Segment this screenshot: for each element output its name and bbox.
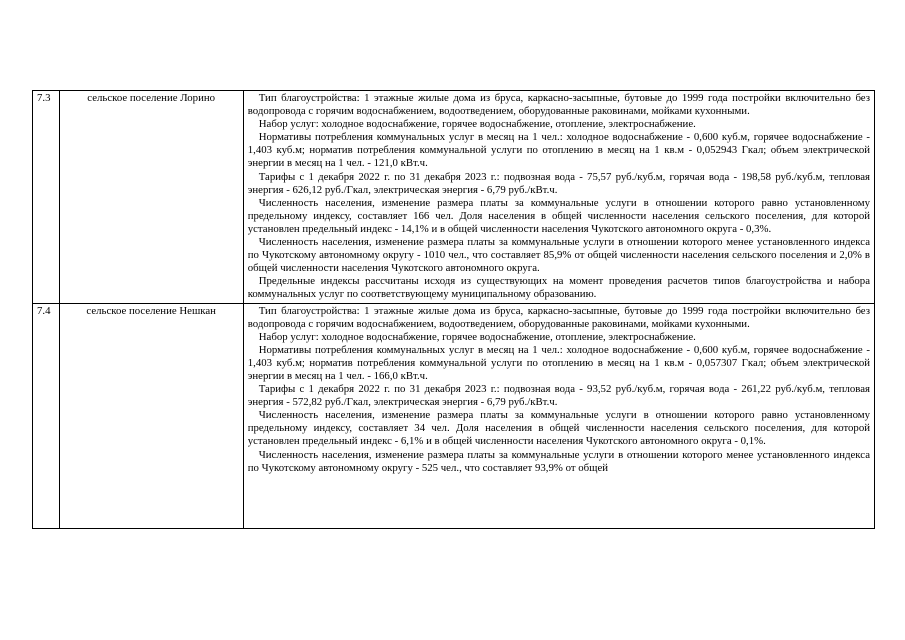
paragraph: Нормативы потребления коммунальных услуг в месяц на 1 чел.: холодное водоснабжение - 0,600 куб.м, горячее водоснабжение - 1,403 куб.м; норматив потребления коммунальной услуги по отоплению в месяц на 1 кв.м - 0,052943 Гкал; объем электрической энергии в месяц на 1 чел. - 121,0 кВт.ч. bbox=[247, 131, 870, 170]
description-clip bbox=[248, 305, 870, 527]
paragraph: Численность населения, изменение размера платы за коммунальные услуги в отношении которого равно установленному предельному индексу, составляет 166 чел. Доля населения в общей численности населения сельского поселения, для которой установлен предельный индекс - 14,1% и в общей численности населения Чукотского автономного округа - 0,3%. bbox=[247, 196, 870, 235]
paragraph: Тип благоустройства: 1 этажные жилые дома из бруса, каркасно-засыпные, бутовые до 1999 года постройки включительно без водопровода с горячим водоснабжением, водоотведением, оборудованные раковинами, мойками кухонными. bbox=[247, 92, 870, 118]
table-row-7-4 bbox=[33, 303, 875, 528]
paragraph: Набор услуг: холодное водоснабжение, горячее водоснабжение, отопление, электроснабжение. bbox=[258, 118, 696, 131]
settlement-description bbox=[243, 303, 874, 528]
paragraph: Численность населения, изменение размера платы за коммунальные услуги в отношении которого менее установленного индекса по Чукотскому автономному округу - 1010 чел., что составляет 85,9% от общей численности населения сельского поселения и 2,0% в общей численности населения Чукотского автономного округа. bbox=[247, 236, 870, 275]
paragraph: Тарифы с 1 декабря 2022 г. по 31 декабря 2023 г.: подвозная вода - 75,57 руб./куб.м, горячая вода - 198,58 руб./куб.м, тепловая энергия - 626,12 руб./Гкал, электрическая энергия - 6,79 руб./кВт.ч. bbox=[247, 170, 870, 196]
settlements-table bbox=[32, 90, 875, 529]
paragraph: Нормативы потребления коммунальных услуг в месяц на 1 чел.: холодное водоснабжение - 0,600 куб.м, горячее водоснабжение - 1,403 куб.м; норматив потребления коммунальной услуги по отоплению в месяц на 1 кв.м - 0,057307 Гкал; объем электрической энергии в месяц на 1 чел. - 166,0 кВт.ч. bbox=[247, 343, 870, 382]
row-number: 7.3 bbox=[33, 91, 60, 304]
settlement-description bbox=[243, 91, 874, 304]
settlement-name: сельское поселение Лорино bbox=[59, 91, 243, 304]
paragraph: Тарифы с 1 декабря 2022 г. по 31 декабря 2023 г.: подвозная вода - 93,52 руб./куб.м, горячая вода - 261,22 руб./куб.м, тепловая энергия - 572,82 руб./Гкал, электрическая энергия - 6,79 руб./кВт.ч. bbox=[247, 383, 870, 409]
paragraph: Предельные индексы рассчитаны исходя из существующих на момент проведения расчетов типов благоустройства и набора коммунальных услуг по соответствующему муниципальному образованию. bbox=[247, 275, 870, 301]
settlement-name: сельское поселение Нешкан bbox=[59, 303, 243, 528]
table-row-7-3 bbox=[33, 91, 875, 304]
paragraph: Численность населения, изменение размера платы за коммунальные услуги в отношении которого менее установленного индекса по Чукотскому автономному округу - 525 чел., что составляет 93,9% от общей bbox=[247, 448, 870, 474]
paragraph: Набор услуг: холодное водоснабжение, горячее водоснабжение, отопление, электроснабжение. bbox=[258, 330, 696, 343]
paragraph: Численность населения, изменение размера платы за коммунальные услуги в отношении которого равно установленному предельному индексу, составляет 34 чел. Доля населения в общей численности населения сельского поселения, для которой установлен предельный индекс - 6,1% и в общей численности населения Чукотского автономного округа - 0,1%. bbox=[247, 409, 870, 448]
row-number: 7.4 bbox=[33, 303, 60, 528]
paragraph: Тип благоустройства: 1 этажные жилые дома из бруса, каркасно-засыпные, бутовые до 1999 года постройки включительно без водопровода с горячим водоснабжением, водоотведением, оборудованные раковинами, мойками кухонными. bbox=[247, 304, 870, 330]
